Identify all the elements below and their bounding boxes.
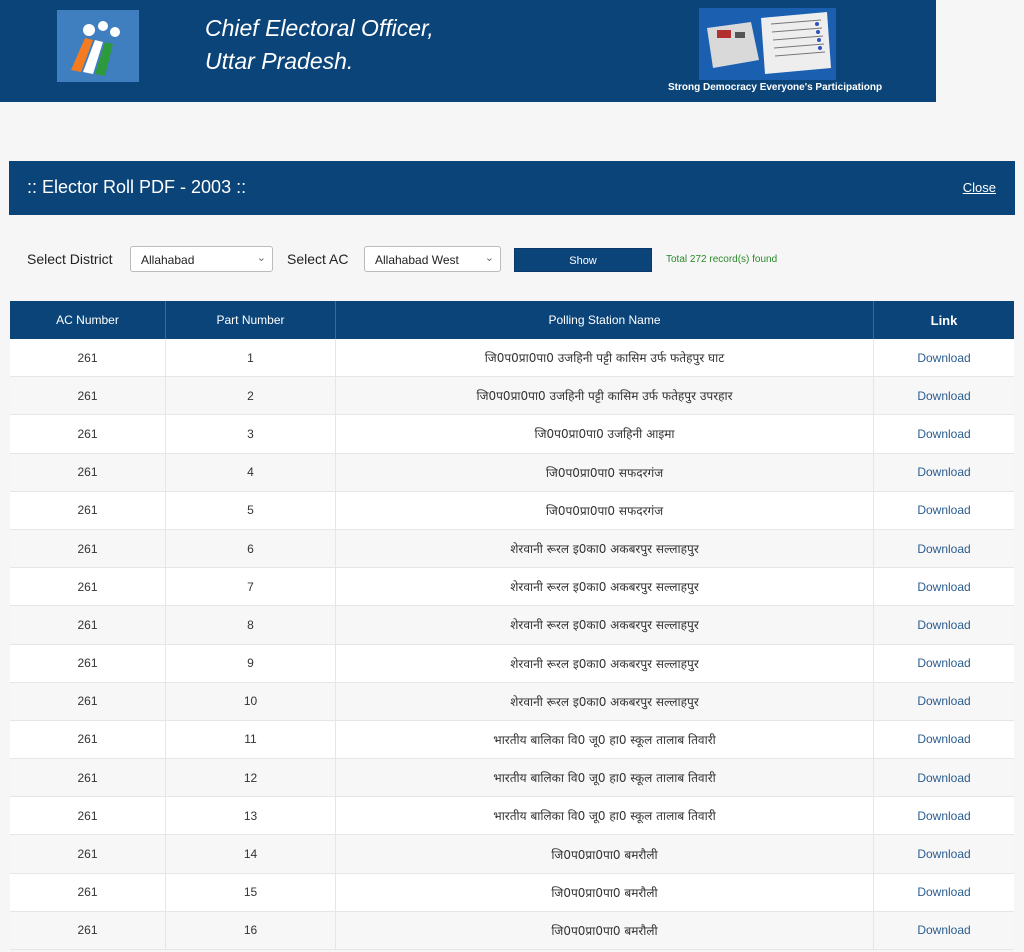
part-number-cell: 12 [166, 759, 336, 796]
part-number-cell: 3 [166, 415, 336, 452]
download-link[interactable]: Download [917, 426, 971, 441]
column-header-link: Link [930, 312, 958, 328]
site-header [0, 0, 936, 102]
ac-number-cell: 261 [10, 835, 166, 872]
download-link[interactable]: Download [917, 617, 971, 632]
eci-logo-icon [57, 10, 139, 82]
polling-station-cell: जि0प0प्रा0पा0 सफदरगंज [336, 454, 874, 491]
table-row [10, 683, 1014, 721]
filter-row [27, 246, 1007, 274]
ac-number-cell: 261 [10, 339, 166, 376]
ac-number-cell: 261 [10, 874, 166, 911]
download-link[interactable]: Download [917, 579, 971, 594]
part-number-cell: 10 [166, 683, 336, 720]
table-row [10, 454, 1014, 492]
ac-number-cell: 261 [10, 530, 166, 567]
column-header-ac-number: AC Number [10, 301, 166, 339]
table-row [10, 797, 1014, 835]
site-tagline: Strong Democracy Everyone's Participationp [668, 82, 883, 93]
download-link[interactable]: Download [917, 541, 971, 556]
ac-label: Select AC [287, 251, 349, 267]
polling-station-cell: भारतीय बालिका वि0 जू0 हा0 स्कूल तालाब तिवारी [336, 721, 874, 758]
polling-station-cell: शेरवानी रूरल इ0का0 अकबरपुर सल्लाहपुर [336, 530, 874, 567]
district-select-value: Allahabad [141, 253, 195, 267]
table-row [10, 759, 1014, 797]
download-link[interactable]: Download [917, 885, 971, 900]
table-row [10, 645, 1014, 683]
ac-number-cell: 261 [10, 721, 166, 758]
table-row [10, 912, 1014, 950]
evm-machine-icon [699, 8, 836, 80]
part-number-cell: 1 [166, 339, 336, 376]
panel-title: :: Elector Roll PDF - 2003 :: [27, 177, 247, 197]
polling-station-cell: शेरवानी रूरल इ0का0 अकबरपुर सल्लाहपुर [336, 606, 874, 643]
table-row [10, 377, 1014, 415]
polling-station-cell: जि0प0प्रा0पा0 उजहिनी पट्टी कासिम उर्फ फतेहपुर उपरहार [336, 377, 874, 414]
column-header-part-number: Part Number [166, 301, 336, 339]
panel-header [9, 161, 1015, 215]
part-number-cell: 9 [166, 645, 336, 682]
part-number-cell: 14 [166, 835, 336, 872]
link-cell [874, 530, 1014, 567]
download-link[interactable]: Download [917, 732, 971, 747]
download-link[interactable]: Download [917, 808, 971, 823]
ac-number-cell: 261 [10, 454, 166, 491]
part-number-cell: 8 [166, 606, 336, 643]
table-row [10, 835, 1014, 873]
chevron-down-icon: ⌄ [256, 252, 266, 264]
part-number-cell: 16 [166, 912, 336, 949]
download-link[interactable]: Download [917, 503, 971, 518]
table-row [10, 721, 1014, 759]
table-body [10, 339, 1014, 950]
link-cell [874, 454, 1014, 491]
part-number-cell: 11 [166, 721, 336, 758]
ac-number-cell: 261 [10, 797, 166, 834]
download-link[interactable]: Download [917, 847, 971, 862]
elector-roll-table [10, 301, 1014, 950]
site-title [205, 12, 434, 78]
ac-number-cell: 261 [10, 683, 166, 720]
link-cell [874, 912, 1014, 949]
column-header-polling-station: Polling Station Name [336, 301, 874, 339]
part-number-cell: 13 [166, 797, 336, 834]
link-cell [874, 492, 1014, 529]
ac-number-cell: 261 [10, 377, 166, 414]
district-label: Select District [27, 251, 113, 267]
ac-number-cell: 261 [10, 912, 166, 949]
table-row [10, 415, 1014, 453]
download-link[interactable]: Download [917, 656, 971, 671]
close-link[interactable]: Close [962, 180, 996, 195]
link-cell [874, 835, 1014, 872]
link-cell [874, 797, 1014, 834]
ac-number-cell: 261 [10, 568, 166, 605]
link-cell [874, 683, 1014, 720]
table-row [10, 874, 1014, 912]
link-cell [874, 606, 1014, 643]
polling-station-cell: शेरवानी रूरल इ0का0 अकबरपुर सल्लाहपुर [336, 568, 874, 605]
link-cell [874, 377, 1014, 414]
download-link[interactable]: Download [917, 923, 971, 938]
polling-station-cell: शेरवानी रूरल इ0का0 अकबरपुर सल्लाहपुर [336, 683, 874, 720]
part-number-cell: 4 [166, 454, 336, 491]
table-row [10, 568, 1014, 606]
ac-number-cell: 261 [10, 492, 166, 529]
ac-number-cell: 261 [10, 759, 166, 796]
table-row [10, 530, 1014, 568]
table-row [10, 606, 1014, 644]
ac-select[interactable] [364, 246, 501, 272]
polling-station-cell: शेरवानी रूरल इ0का0 अकबरपुर सल्लाहपुर [336, 645, 874, 682]
ac-number-cell: 261 [10, 645, 166, 682]
ac-number-cell: 261 [10, 415, 166, 452]
link-cell [874, 415, 1014, 452]
site-title-line2: Uttar Pradesh. [205, 48, 354, 74]
part-number-cell: 5 [166, 492, 336, 529]
table-row [10, 339, 1014, 377]
part-number-cell: 2 [166, 377, 336, 414]
part-number-cell: 15 [166, 874, 336, 911]
link-cell [874, 568, 1014, 605]
polling-station-cell: जि0प0प्रा0पा0 बमरौली [336, 874, 874, 911]
records-count: Total 272 record(s) found [666, 254, 778, 265]
polling-station-cell: जि0प0प्रा0पा0 बमरौली [336, 912, 874, 949]
link-cell [874, 645, 1014, 682]
table-header [10, 301, 1014, 339]
district-select[interactable] [130, 246, 273, 272]
part-number-cell: 6 [166, 530, 336, 567]
link-cell [874, 759, 1014, 796]
chevron-down-icon: ⌄ [484, 252, 494, 264]
download-link[interactable]: Download [917, 465, 971, 480]
polling-station-cell: जि0प0प्रा0पा0 उजहिनी पट्टी कासिम उर्फ फतेहपुर घाट [336, 339, 874, 376]
ac-select-value: Allahabad West [375, 253, 459, 267]
table-row [10, 492, 1014, 530]
download-link[interactable]: Download [917, 770, 971, 785]
download-link[interactable]: Download [917, 350, 971, 365]
link-cell [874, 874, 1014, 911]
download-link[interactable]: Download [917, 388, 971, 403]
show-button[interactable]: Show [514, 248, 652, 272]
polling-station-cell: जि0प0प्रा0पा0 उजहिनी आइमा [336, 415, 874, 452]
polling-station-cell: जि0प0प्रा0पा0 बमरौली [336, 835, 874, 872]
ac-number-cell: 261 [10, 606, 166, 643]
polling-station-cell: भारतीय बालिका वि0 जू0 हा0 स्कूल तालाब तिवारी [336, 759, 874, 796]
link-cell [874, 721, 1014, 758]
link-cell [874, 339, 1014, 376]
part-number-cell: 7 [166, 568, 336, 605]
polling-station-cell: जि0प0प्रा0पा0 सफदरगंज [336, 492, 874, 529]
polling-station-cell: भारतीय बालिका वि0 जू0 हा0 स्कूल तालाब तिवारी [336, 797, 874, 834]
download-link[interactable]: Download [917, 694, 971, 709]
site-title-line1: Chief Electoral Officer, [205, 15, 434, 41]
